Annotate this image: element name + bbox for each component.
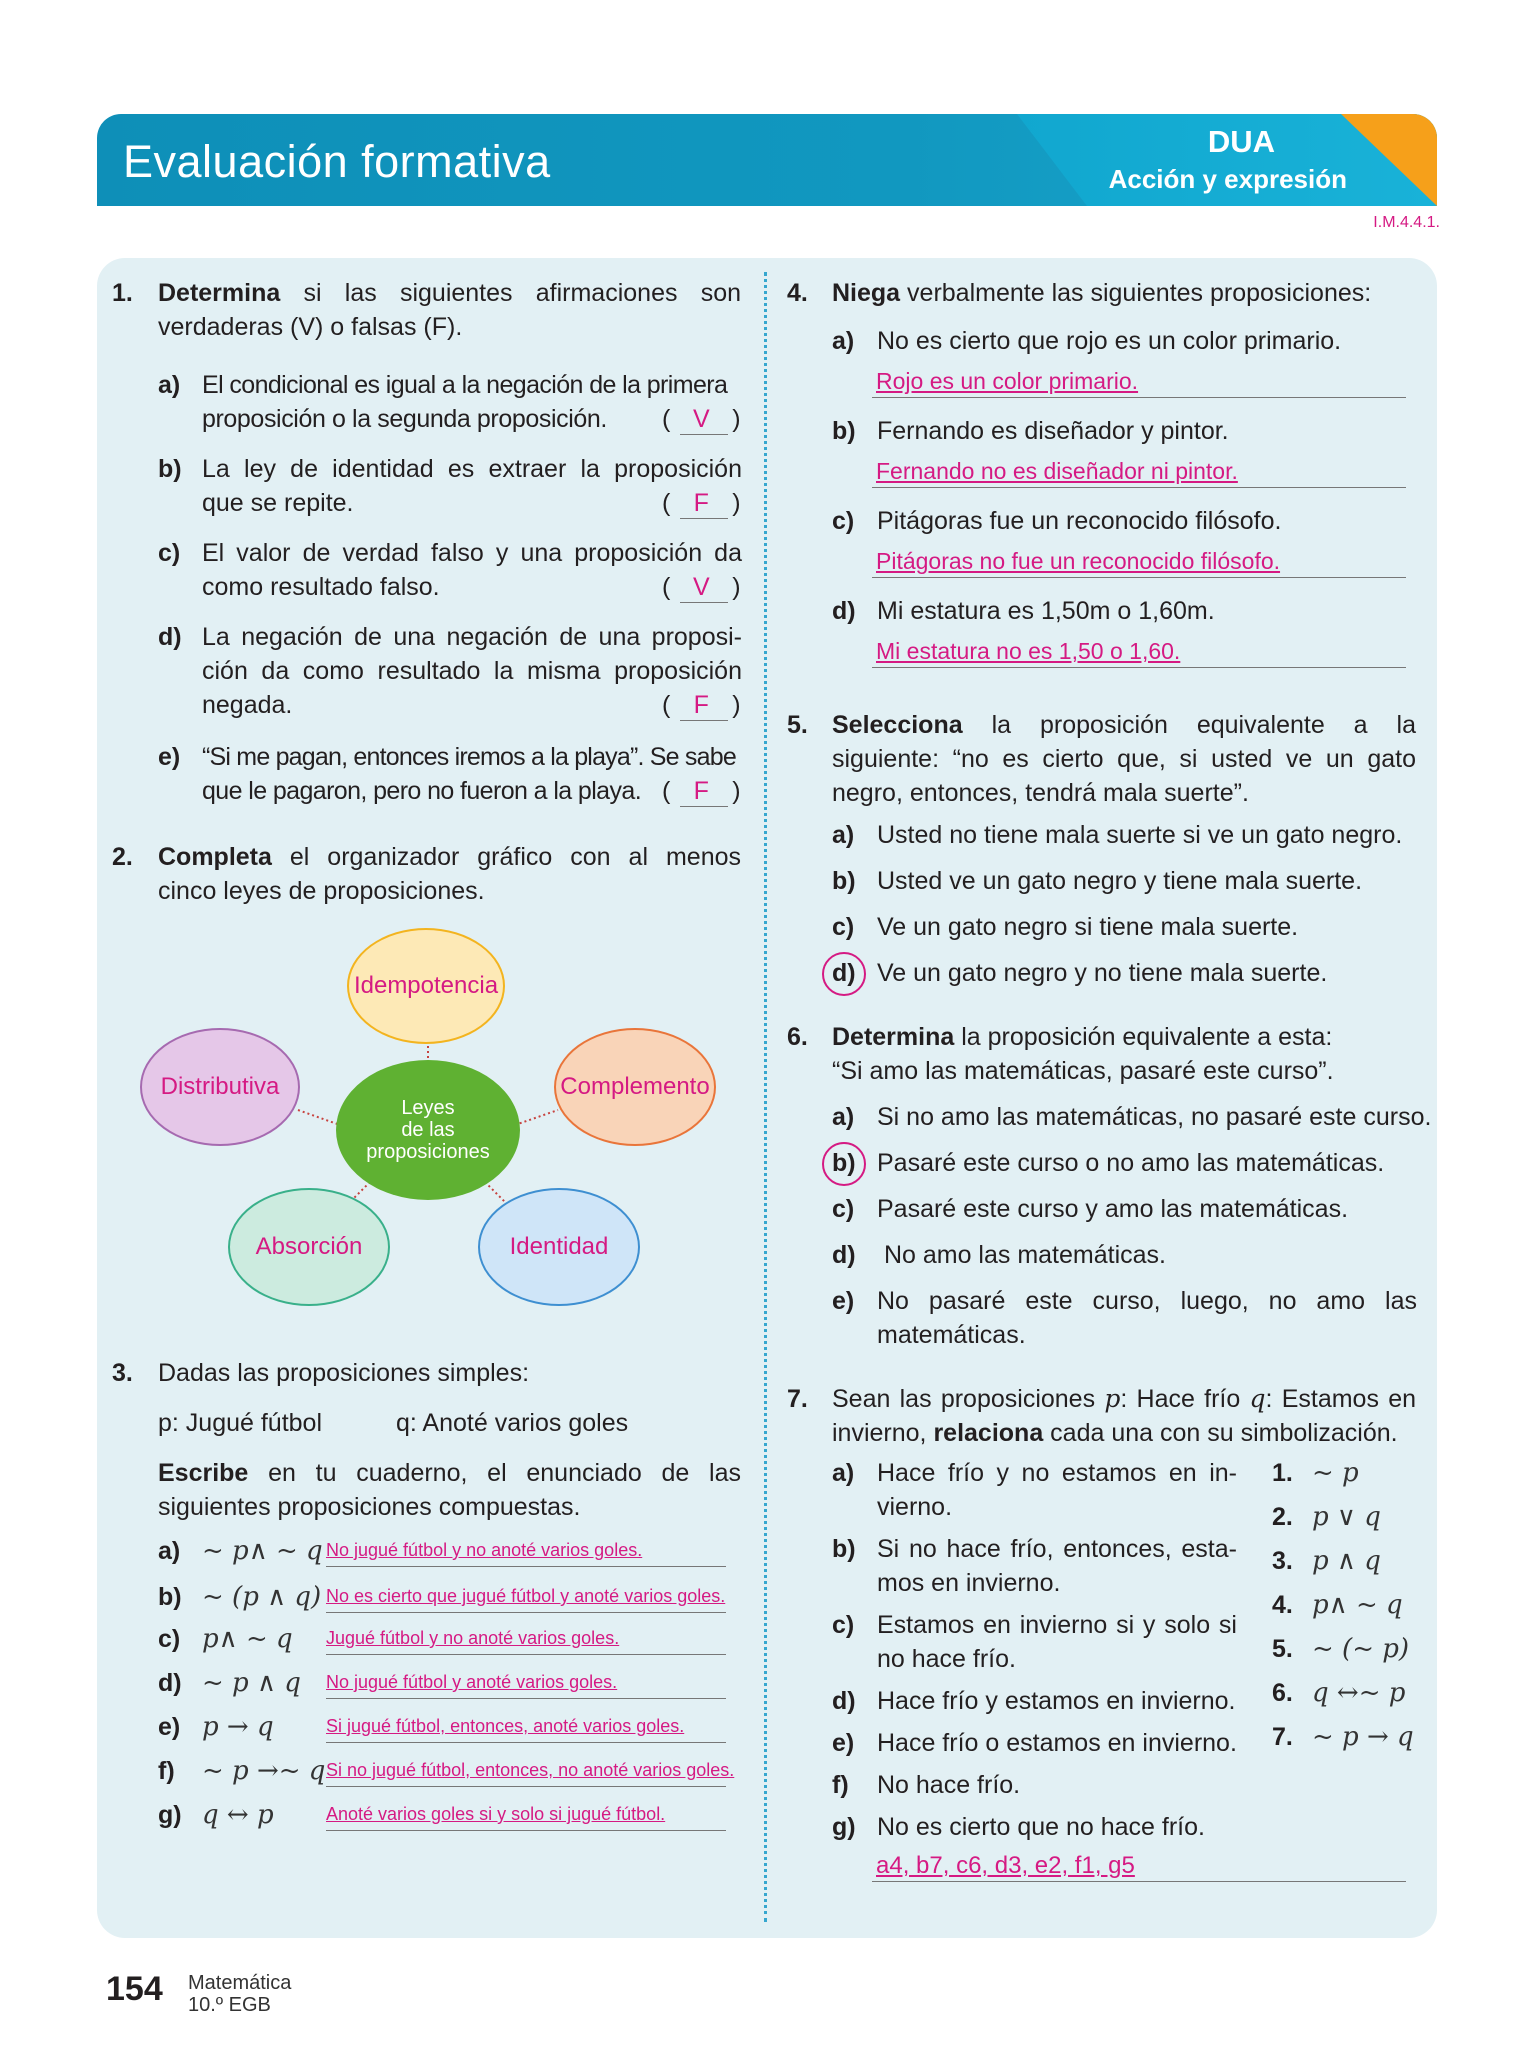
node-top: [347, 928, 505, 1044]
q1-b-label: b): [158, 455, 182, 483]
q1-text: si las siguientes afirmaciones son verdaderas (V) o falsas (F).: [158, 279, 741, 341]
connector-right: [515, 1110, 558, 1125]
q3-number: 3.: [112, 1359, 133, 1387]
q3-item-answer: No es cierto que jugué fútbol y anoté varios goles.: [326, 1586, 726, 1606]
q7-item-label: a): [832, 1459, 855, 1487]
q1-c-line2: como resultado falso.: [202, 573, 440, 601]
q1-d-label: d): [158, 623, 182, 651]
q7-symbol-expr: p ∨ q: [1312, 1502, 1381, 1532]
q1-e-line1: “Si me pagan, entonces iremos a la playa”. Se sabe: [202, 743, 736, 771]
q6-item-text: Pasaré este curso o no amo las matemáticas.: [877, 1149, 1385, 1177]
q3-item-answer: Anoté varios goles si y solo si jugué fútbol.: [326, 1804, 666, 1824]
q7-item-line1: Hace frío y no estamos en in-: [877, 1459, 1237, 1487]
q4-item-line: [872, 576, 1406, 578]
q3-item-expr: ~ p ∧ q: [202, 1668, 301, 1698]
q5-item-text: Ve un gato negro si tiene mala suerte.: [877, 913, 1299, 941]
q4-item-answer: Mi estatura no es 1,50 o 1,60.: [876, 638, 1181, 664]
node-bottom-left-label: Absorción: [255, 1233, 363, 1260]
q7-line1-b: : Hace frío: [1120, 1385, 1250, 1413]
page-number: 154: [106, 1970, 163, 2008]
q5-item-text: Usted ve un gato negro y tiene mala suerte.: [877, 867, 1363, 895]
q4-prompt: [832, 276, 1371, 310]
q3-line1-text: en tu cuaderno, el enunciado de las: [268, 1459, 741, 1487]
q3-item-expr: ~ p →~ q: [202, 1756, 326, 1786]
q3-item-line: [326, 1741, 726, 1743]
q3-item-line: [326, 1611, 726, 1613]
q6-item-text: Pasaré este curso y amo las matemáticas.: [877, 1195, 1349, 1223]
q5-item-label: b): [832, 867, 856, 895]
q3-item-label: e): [158, 1713, 181, 1741]
q7-item-line2: mos en invierno.: [877, 1569, 1061, 1597]
q3-item-line: [326, 1565, 726, 1567]
q5-item-label: c): [832, 913, 855, 941]
q5-line2: siguiente: “no es cierto que, si usted ve un gato: [832, 745, 1416, 773]
q7-item-label: f): [832, 1771, 849, 1799]
q6-item-text: Si no amo las matemáticas, no pasaré este curso.: [877, 1103, 1432, 1131]
node-right: [554, 1028, 716, 1146]
q6-item-label: e): [832, 1287, 855, 1315]
q1-c-line1: El valor de verdad falso y una proposición da: [202, 539, 742, 567]
q1-b-answer: F: [693, 489, 709, 517]
q1-b-line2: que se repite.: [202, 489, 354, 517]
q3-item-label: a): [158, 1537, 181, 1565]
q6-item-label: b): [832, 1149, 856, 1177]
q7-item-text: No es cierto que no hace frío.: [877, 1813, 1205, 1841]
q3-item-line: [326, 1697, 726, 1699]
q3-line2: siguientes proposiciones compuestas.: [158, 1493, 581, 1521]
q6-item-label: c): [832, 1195, 855, 1223]
q6-lead: Determina: [832, 1023, 955, 1051]
q4-item-text: Fernando es diseñador y pintor.: [877, 417, 1229, 445]
q1-b-line1: La ley de identidad es extraer la proposición: [202, 455, 742, 483]
q5-line3: negro, entonces, tendrá mala suerte”.: [832, 779, 1249, 807]
q1-number: 1.: [112, 279, 133, 307]
q7-item-text: No hace frío.: [877, 1771, 1021, 1799]
q7-symbol-expr: ~ (~ p): [1312, 1634, 1410, 1664]
q5-lead: Selecciona: [832, 711, 963, 739]
q4-item-label: b): [832, 417, 856, 445]
q7-line1-q: q: [1249, 1384, 1266, 1413]
q4-item-line: [872, 396, 1406, 398]
center-line2: de las: [401, 1119, 455, 1141]
q2-line1-text: el organizador gráfico con al menos: [289, 843, 741, 871]
q7-item-label: c): [832, 1611, 855, 1639]
q6-item-label: d): [832, 1241, 856, 1269]
q3-lead: Escribe: [158, 1459, 249, 1487]
q2-lead: Completa: [158, 843, 272, 871]
q1-d-paren: ( F ): [662, 688, 741, 722]
q4-item-line: [872, 666, 1406, 668]
node-bottom-right: [478, 1188, 640, 1306]
q1-a-answer: V: [692, 405, 710, 433]
q7-item-label: g): [832, 1813, 856, 1841]
footer-grade: 10.º EGB: [188, 1994, 271, 2016]
q7-item-text: Hace frío o estamos en invierno.: [877, 1729, 1237, 1757]
node-top-label: Idempotencia: [353, 972, 499, 999]
q7-symbol-num: 1.: [1272, 1459, 1293, 1487]
q7-item-label: e): [832, 1729, 855, 1757]
node-left: [140, 1028, 300, 1146]
q5-item-text: Ve un gato negro y no tiene mala suerte.: [877, 959, 1328, 987]
q6-line2: “Si amo las matemáticas, pasaré este curso”.: [832, 1057, 1334, 1085]
q6-selected-circle: [822, 1142, 866, 1186]
q1-c-answer: V: [692, 573, 710, 601]
q4-item-answer: Fernando no es diseñador ni pintor.: [876, 458, 1238, 484]
q3-line1: [158, 1456, 741, 1490]
q3-p: p: Jugué fútbol: [158, 1409, 323, 1437]
q1-a-paren: ( V ): [662, 402, 741, 436]
q7-symbol-num: 2.: [1272, 1503, 1293, 1531]
node-right-label: Complemento: [560, 1073, 710, 1100]
q1-e-paren: ( F ): [662, 774, 741, 808]
q7-answer: a4, b7, c6, d3, e2, f1, g5: [876, 1852, 1135, 1879]
q3-item-answer: Jugué fútbol y no anoté varios goles.: [326, 1628, 620, 1648]
q4-item-text: Pitágoras fue un reconocido filósofo.: [877, 507, 1282, 535]
q5-line1: [832, 708, 1416, 742]
footer-subject: [188, 1972, 291, 2016]
q3-q: q: Anoté varios goles: [396, 1409, 629, 1437]
q2-line1: [158, 840, 741, 874]
q4-item-label: a): [832, 327, 855, 355]
footer-subject-name: Matemática: [188, 1972, 292, 1994]
q7-number: 7.: [787, 1385, 808, 1413]
connector-bottom-right: [485, 1182, 505, 1202]
q5-item-label: a): [832, 821, 855, 849]
q7-item-line2: no hace frío.: [877, 1645, 1016, 1673]
q3-item-line: [326, 1785, 726, 1787]
q4-item-text: Mi estatura es 1,50m o 1,60m.: [877, 597, 1215, 625]
q7-line2-a: invierno,: [832, 1419, 934, 1447]
q1-lead: Determina: [158, 279, 281, 307]
q6-item-line2: matemáticas.: [877, 1321, 1026, 1349]
q1-d-answer: F: [693, 691, 709, 719]
q7-symbol-expr: ~ p → q: [1312, 1722, 1414, 1752]
q7-symbol-num: 5.: [1272, 1635, 1293, 1663]
q4-item-answer: Rojo es un color primario.: [876, 368, 1139, 394]
q3-item-line: [326, 1653, 726, 1655]
q6-item-line1: No pasaré este curso, luego, no amo las: [877, 1287, 1417, 1315]
center-line3: proposiciones: [366, 1141, 490, 1163]
q3-intro: Dadas las proposiciones simples:: [158, 1359, 530, 1387]
q1-c-label: c): [158, 539, 181, 567]
q4-item-label: d): [832, 597, 856, 625]
q3-item-expr: p → q: [202, 1712, 274, 1742]
q7-answer-line: [872, 1880, 1406, 1882]
q4-lead: Niega: [832, 279, 901, 307]
q7-symbol-expr: ~ p: [1312, 1458, 1359, 1488]
q7-symbol-num: 7.: [1272, 1723, 1293, 1751]
q3-item-label: d): [158, 1669, 182, 1697]
q7-symbol-num: 6.: [1272, 1679, 1293, 1707]
header-banner: [97, 114, 1437, 206]
q6-item-text: No amo las matemáticas.: [877, 1241, 1166, 1269]
q6-number: 6.: [787, 1023, 808, 1051]
indicator-code: I.M.4.4.1.: [1373, 214, 1440, 231]
q7-item-label: d): [832, 1687, 856, 1715]
q4-item-answer: Pitágoras no fue un reconocido filósofo.: [876, 548, 1281, 574]
q1-d-line2: ción da como resultado la misma proposición: [202, 657, 742, 685]
q7-line2: [832, 1416, 1398, 1450]
q7-item-line2: vierno.: [877, 1493, 953, 1521]
q5-item-text: Usted no tiene mala suerte si ve un gato negro.: [877, 821, 1403, 849]
node-left-label: Distributiva: [160, 1073, 280, 1100]
q7-line1-p: p: [1104, 1384, 1121, 1413]
q4-item-line: [872, 486, 1406, 488]
q1-a-label: a): [158, 371, 181, 399]
q3-item-label: f): [158, 1757, 175, 1785]
q3-item-label: g): [158, 1801, 182, 1829]
q3-item-answer: No jugué fútbol y no anoté varios goles.: [326, 1540, 643, 1560]
q3-item-answer: No jugué fútbol y anoté varios goles.: [326, 1672, 618, 1692]
q3-item-expr: q ↔ p: [202, 1800, 274, 1830]
q4-text: verbalmente las siguientes proposiciones:: [907, 279, 1372, 307]
q6-item-label: a): [832, 1103, 855, 1131]
q7-symbol-expr: p∧ ~ q: [1312, 1590, 1403, 1620]
q7-item-line1: Si no hace frío, entonces, esta-: [877, 1535, 1237, 1563]
q7-item-text: Hace frío y estamos en invierno.: [877, 1687, 1236, 1715]
q1-a-line1: El condicional es igual a la negación de la primera: [202, 371, 728, 399]
q7-symbol-num: 4.: [1272, 1591, 1293, 1619]
q7-line2-b: cada una con su simbolización.: [1043, 1419, 1398, 1447]
q1-d-line3: negada.: [202, 691, 293, 719]
dua-subtitle: Acción y expresión: [1108, 164, 1347, 194]
q3-item-answer: Si no jugué fútbol, entonces, no anoté varios goles.: [326, 1760, 735, 1780]
q1-b-paren: ( F ): [662, 486, 741, 520]
center-line1: Leyes: [401, 1097, 455, 1119]
q7-symbol-num: 3.: [1272, 1547, 1293, 1575]
q1-e-answer: F: [693, 777, 709, 805]
q1-a-line2: proposición o la segunda proposición.: [202, 405, 607, 433]
q7-symbol-expr: q ↔~ p: [1312, 1678, 1406, 1708]
q2-line2: cinco leyes de proposiciones.: [158, 877, 485, 905]
q5-item-label: d): [832, 959, 856, 987]
q1-e-label: e): [158, 743, 181, 771]
q5-selected-circle: [822, 952, 866, 996]
q7-line1-a: Sean las proposiciones: [832, 1385, 1105, 1413]
node-bottom-left: [228, 1188, 390, 1306]
q4-item-label: c): [832, 507, 855, 535]
q3-item-label: b): [158, 1583, 182, 1611]
q4-item-text: No es cierto que rojo es un color primario.: [877, 327, 1342, 355]
dua-label: DUA: [1207, 124, 1275, 159]
node-bottom-right-label: Identidad: [509, 1233, 609, 1260]
q3-item-line: [326, 1829, 726, 1831]
q4-number: 4.: [787, 279, 808, 307]
q1-prompt: [158, 276, 741, 344]
q3-item-expr: ~ (p ∧ q): [202, 1582, 322, 1612]
q3-item-answer: Si jugué fútbol, entonces, anoté varios goles.: [326, 1716, 685, 1736]
q6-line1-text: la proposición equivalente a esta:: [961, 1023, 1333, 1051]
q6-line1: [832, 1020, 1332, 1054]
page-title: Evaluación formativa: [123, 136, 551, 187]
q1-e-line2: que le pagaron, pero no fueron a la playa.: [202, 777, 642, 805]
q5-number: 5.: [787, 711, 808, 739]
q3-item-expr: p∧ ~ q: [202, 1624, 293, 1654]
q7-item-line1: Estamos en invierno si y solo si: [877, 1611, 1237, 1639]
q2-number: 2.: [112, 843, 133, 871]
q3-item-label: c): [158, 1625, 181, 1653]
q7-line1: [832, 1382, 1416, 1416]
q3-item-expr: ~ p∧ ~ q: [202, 1536, 323, 1566]
q1-d-line1: La negación de una negación de una proposi-: [202, 623, 742, 651]
q7-symbol-expr: p ∧ q: [1312, 1546, 1381, 1576]
q7-lead: relaciona: [933, 1419, 1044, 1447]
q7-line1-c: : Estamos en: [1265, 1385, 1416, 1413]
connector-left: [298, 1110, 340, 1125]
q1-c-paren: ( V ): [662, 570, 741, 604]
node-center: [336, 1060, 520, 1200]
q5-line1-text: la proposición equivalente a la: [991, 711, 1416, 739]
column-divider: [764, 272, 767, 1922]
q7-item-label: b): [832, 1535, 856, 1563]
